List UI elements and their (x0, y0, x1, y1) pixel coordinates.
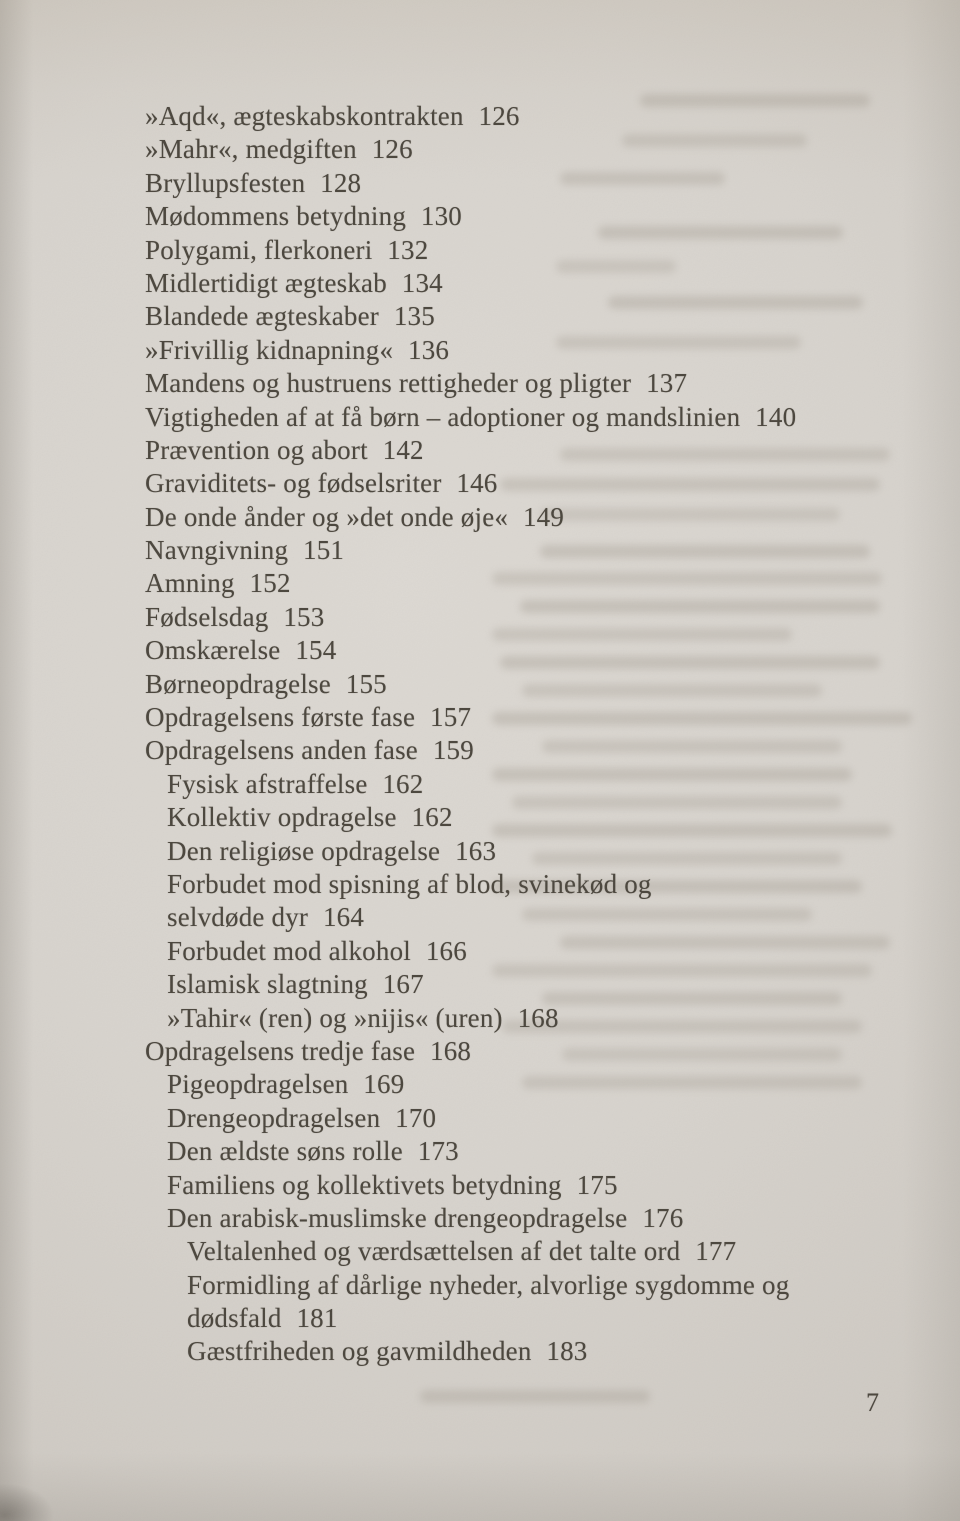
toc-entry-label: Mandens og hustruens rettigheder og pligter (145, 368, 632, 399)
toc-entry (145, 1202, 905, 1235)
toc-entry-label: Kollektiv opdragelse (167, 802, 397, 833)
toc-entry-page: 157 (430, 702, 472, 733)
toc-entry-label: Vigtigheden af at få børn – adoptioner og mandslinien (145, 401, 741, 432)
toc-entry (145, 868, 905, 901)
toc-entry (145, 734, 905, 767)
toc-entry (145, 367, 905, 400)
toc-entry-page: 163 (455, 835, 497, 866)
toc-entry (145, 801, 905, 834)
toc-entry-page: 140 (755, 401, 797, 432)
toc-entry-label: »Tahir« (ren) og »nijis« (uren) (167, 1002, 503, 1033)
page-number: 7 (866, 1388, 879, 1417)
toc-entry-page: 154 (295, 635, 337, 666)
toc-entry-page: 175 (576, 1169, 618, 1200)
toc-entry-label: De onde ånder og »det onde øje« (145, 501, 509, 532)
toc-entry-label: »Aqd«, ægteskabskontrakten (145, 101, 464, 131)
toc-entry (145, 100, 905, 133)
toc-entry (145, 334, 905, 367)
toc-entry-page: 142 (382, 434, 424, 465)
toc-entry-label: Islamisk slagtning (167, 969, 368, 1000)
toc-entry-label: Familiens og kollektivets betydning (167, 1169, 562, 1200)
toc-entry (145, 1269, 905, 1302)
toc-entry (145, 434, 905, 467)
toc-entry (145, 935, 905, 968)
toc-entry-page: 169 (363, 1069, 405, 1100)
toc-entry-page: 152 (249, 568, 291, 599)
toc-entry-label: Opdragelsens første fase (145, 702, 416, 733)
toc-entry (145, 300, 905, 333)
toc-entry (145, 1135, 905, 1168)
toc-entry (145, 1335, 905, 1368)
toc-entry (145, 1068, 905, 1101)
toc-entry-page: 181 (296, 1303, 338, 1334)
toc-entry-label: Formidling af dårlige nyheder, alvorlige sygdomme og (187, 1269, 790, 1300)
toc-entry-label: »Mahr«, medgiften (145, 134, 357, 165)
toc-entry-label: Fysisk afstraffelse (167, 768, 368, 799)
toc-entry-label: Den religiøse opdragelse (167, 835, 441, 866)
toc-entry-label: Opdragelsens anden fase (145, 735, 418, 766)
toc-entry (145, 234, 905, 267)
toc (145, 100, 905, 1369)
toc-entry (145, 1302, 905, 1335)
toc-entry (145, 133, 905, 166)
toc-entry-label: Forbudet mod spisning af blod, svinekød og (167, 868, 652, 899)
toc-entry-label: Den arabisk-muslimske drengeopdragelse (167, 1202, 628, 1233)
toc-entry (145, 467, 905, 500)
toc-entry-page: 170 (395, 1102, 437, 1133)
toc-entry-page: 173 (417, 1136, 459, 1167)
toc-entry-page: 176 (642, 1202, 684, 1233)
toc-entry-page: 126 (478, 101, 520, 131)
toc-entry-label: Gæstfriheden og gavmildheden (187, 1336, 532, 1367)
toc-entry (145, 968, 905, 1001)
toc-entry (145, 267, 905, 300)
toc-entry-label: Prævention og abort (145, 434, 368, 465)
toc-entry-label: Navngivning (145, 535, 289, 566)
toc-entry-label: Polygami, flerkoneri (145, 234, 373, 265)
toc-entry (145, 1035, 905, 1068)
toc-entry (145, 901, 905, 934)
toc-entry-page: 159 (432, 735, 474, 766)
toc-entry (145, 200, 905, 233)
toc-entry (145, 701, 905, 734)
toc-entry (145, 1102, 905, 1135)
toc-entry-page: 155 (345, 668, 387, 699)
toc-entry-label: »Frivillig kidnapning« (145, 334, 394, 365)
toc-entry-page: 162 (411, 802, 453, 833)
toc-entry-page: 168 (430, 1035, 472, 1066)
toc-entry-label: Amning (145, 568, 235, 599)
toc-entry (145, 835, 905, 868)
toc-entry-label: Pigeopdragelsen (167, 1069, 349, 1100)
toc-entry-page: 153 (283, 601, 325, 632)
toc-entry-page: 168 (517, 1002, 559, 1033)
toc-entry (145, 534, 905, 567)
toc-entry-label: Børneopdragelse (145, 668, 331, 699)
toc-entry-label: Fødselsdag (145, 601, 269, 632)
toc-entry-page: 167 (382, 969, 424, 1000)
toc-entry-label: Graviditets- og fødselsriter (145, 468, 442, 499)
toc-entry (145, 167, 905, 200)
toc-entry-page: 132 (387, 234, 429, 265)
toc-entry-page: 146 (456, 468, 498, 499)
toc-entry-label: Veltalenhed og værdsættelsen af det talte ord (187, 1236, 681, 1267)
toc-entry-label: Opdragelsens tredje fase (145, 1035, 416, 1066)
toc-entry-label: Blandede ægteskaber (145, 301, 379, 332)
bleed-through-smudge (420, 1390, 650, 1403)
toc-entry-page: 136 (408, 334, 450, 365)
toc-entry (145, 634, 905, 667)
toc-entry-label: Forbudet mod alkohol (167, 935, 411, 966)
toc-entry-page: 183 (546, 1336, 588, 1367)
toc-entry-page: 177 (695, 1236, 737, 1267)
toc-entry-page: 130 (420, 201, 462, 232)
toc-entry (145, 501, 905, 534)
toc-entry-page: 151 (303, 535, 345, 566)
toc-entry-label: selvdøde dyr (167, 902, 309, 933)
toc-entry (145, 668, 905, 701)
toc-entry-label: Omskærelse (145, 635, 281, 666)
toc-entry (145, 768, 905, 801)
toc-entry (145, 1169, 905, 1202)
toc-entry-label: Mødommens betydning (145, 201, 407, 232)
toc-entry-page: 137 (646, 368, 688, 399)
toc-entry-page: 149 (522, 501, 565, 532)
toc-entry-page: 128 (320, 167, 362, 198)
toc-entry (145, 567, 905, 600)
toc-entry-page: 166 (425, 935, 467, 966)
toc-entry-page: 126 (371, 134, 413, 165)
toc-entry (145, 1235, 905, 1268)
toc-entry-label: Midlertidigt ægteskab (145, 267, 387, 298)
toc-entry (145, 1002, 905, 1035)
toc-entry-label: Den ældste søns rolle (167, 1136, 403, 1167)
toc-entry-page: 134 (401, 267, 443, 298)
toc-entry-page: 164 (322, 902, 365, 933)
toc-entry (145, 601, 905, 634)
toc-entry-page: 162 (382, 768, 424, 799)
toc-entry-label: Bryllupsfesten (145, 167, 306, 198)
toc-entry-page: 135 (393, 301, 435, 332)
toc-entry-label: dødsfald (187, 1303, 282, 1334)
toc-entry-label: Drengeopdragelsen (167, 1102, 381, 1133)
toc-entry (145, 401, 905, 434)
